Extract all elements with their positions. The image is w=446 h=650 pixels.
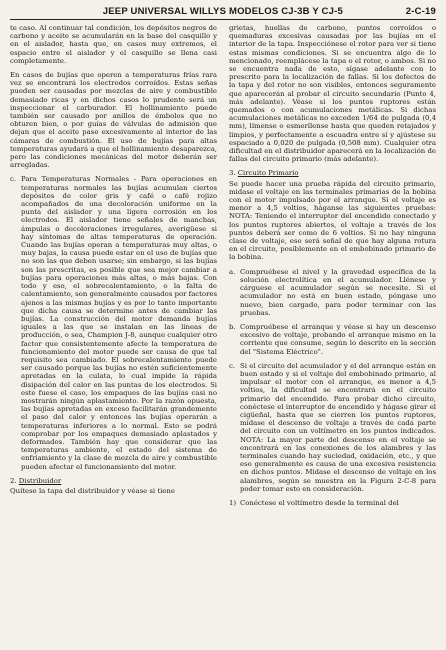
section-heading-circuito-primario xyxy=(229,169,436,177)
page-header xyxy=(10,6,436,20)
left-column xyxy=(10,24,217,513)
list-text: Si el circuito del acumulador y el del arranque están en buen estado y si el voltaje del embobinado primario, al impulsar el motor con el arranque, es menor a 4,5 voltios, la dificultad se encontrará en el circuito primario del encendido. Para probar dicho circuito, conéctese el interruptor de encendido y hágase girar el cigüeñal, hasta que se cierren los puntos ruptores, mídase el descenso de voltaje a través de cada parte del circuito con un voltímetro en los puntos indicados. NOTA: La mayor parte del descenso en el voltaje se encontrará en las conexiones de los alambres y las terminales cuando hay suciedad, oxidación, etc., y que eso generalmente es causa de una excesiva resistencia en dichos puntos. Mídase el descenso de voltaje en los alambres, según se muestra en la Figura 2-C-8 para poder tomar esto en consideración. xyxy=(240,361,436,493)
section-title: Circuito Primario xyxy=(237,169,299,178)
paragraph: te caso. Al continuar tal condición, los depósitos negros de carbono y aceite se acumularán en la base del casquillo y en el aislador, hasta que, en casos muy extremos, el espacio entre el aislador y el casquillo se llena casi completamente. xyxy=(10,24,217,65)
list-item-c xyxy=(10,175,217,470)
running-title: JEEP UNIVERSAL WILLYS MODELOS CJ-3B Y CJ-5 xyxy=(102,6,343,17)
right-column xyxy=(229,24,436,513)
list-label: c. xyxy=(229,361,236,370)
list-text: Compruébese el arranque y véase si hay un descenso excesivo de voltaje, probando el arranque mismo en la corriente que consume, según lo descrito en la sección del "Sistema Eléctrico". xyxy=(240,322,436,356)
list-item-a xyxy=(229,268,436,317)
list-label: a. xyxy=(229,267,236,276)
section-number: 3. xyxy=(229,169,236,178)
list-item-step-1 xyxy=(229,499,436,507)
list-item-b xyxy=(229,323,436,356)
two-column-body xyxy=(10,24,436,513)
list-text: Conéctese el voltímetro desde la terminal del xyxy=(240,498,399,507)
paragraph: Se puede hacer una prueba rápida del circuito primario, midase el voltaje en las terminales primarias de la bobina con el motor impulsado por el arranque. Si el voltaje es menor a 4,5 voltios, háganse las siguientes pruebas: NOTA: Teniendo el interruptor del encendido conectado y los puntos ruptores abiertos, el voltaje a través de los puntos deberá ser como de 6 voltios. Si no hay ninguna clase de voltaje, eso será señal de que hay alguna rotura en el circuito, posiblemente en el embobinado primario de la bobina. xyxy=(229,179,436,262)
list-item-c xyxy=(229,362,436,493)
section-title: Distribuidor xyxy=(18,476,62,485)
page-number: 2-C-19 xyxy=(405,6,436,17)
list-label: b. xyxy=(229,322,236,331)
list-text: Compruébese el nivel y la gravedad específica de la solución electrolítica en el acumulador. Llénese y cárguese el acumulador según se necesite. Si el acumulador no está en buen estado, póngase uno nuevo, bien cargado, para poder terminar con las pruebas. xyxy=(240,267,436,317)
list-text: Para Temperaturas Normales - Para operaciones en temperaturas normales las bujías acumulan ciertos depósitos de color gris y café o café rojizo acompañados de una decoloración uniforme en la punta del aislador y una ligera corrosión en los electrodos. El aislador tiene señales de manchas, ámpulas o decoloraciones irregulares, averigüese si hay síntomas de altas temperaturas de operación. Cuando las bujías operan a temperaturas muy altas, o muy bajas, la causa puede estar en el uso de bujías que no son las que deben usarse; sin embargo, si las bujías son las prescritas, es posible que sea mejor cambiar a bujías para operaciones más altas, o más bajas. Con todo y eso, el sobrecalentamiento, o la falta de calentamiento, son generalmente causados por factores ajenos a las mismas bujías y es por lo tanto importante que dicha causa se determine antes de cambiar las bujías. La construcción del motor demanda bujías iguales a las que se instalan en las líneas de producción, o sea, Champion J-8, aunque cualquier otro factor que consistentemente afecte la temperatura de funcionamiento del motor puede ser causa de que tal requisito sea cambiado. El sobrecalentamiento puede ser causado porque las bujías no estén suficientemente apretadas en la culata, lo cual impide la rápida disipación del calor en las puntas de los electrodos. Si este fuese el caso, los empaques de las bujías casi no mostrarán ningún aplastamiento. Por la razón opuesta, las bujías apretadas en exceso facilitarán grandemente el paso del calor y entonces las bujías operarán a temperaturas inferiores a lo normal. Esto se podrá comprobar por los empaques demasiado aplastados y deformados. También hay que considerar que las temperaturas ambiente, el estado del sistema de enfriamiento y la clase de mezcla de aire y combustible pueden afectar el funcionamiento del motor. xyxy=(21,175,217,471)
list-label: 1) xyxy=(229,498,237,507)
section-heading-distribuidor xyxy=(10,477,217,485)
list-label: c. xyxy=(10,175,17,184)
paragraph: En casos de bujías que operen a temperaturas frías rara vez se encontrará los electrodos corroídos. Estas señas pueden ser causadas por mezclas de aire y combustible demasiado ricas y en dichos casos lo prudente será un inspeccionar el carburador. El hollinamiento puede también ser causado por anillos de émbolos que no obturen bien, o por guías de válvulas de admisión que dejan que el aceite pase excesivamente al interior de las cámaras de combustión. El uso de bujías para altas temperaturas ayudará a que el hollinamiento desaparezca, pero las condiciones mecánicas del motor deberán ser arregladas. xyxy=(10,71,217,170)
paragraph: grietas, huellas de carbono, puntos corroídos o quemaduras excesivas causadas por las bujías en el interior de la tapa. Inspecciónese el rotor para ver si tiene estas mismas condiciones. Si se encuentra algo de lo mencionado, reemplácese la tapa o el rotor, o ambos. Si no se encuentra nada de esto, sígase adelante con lo prescrito para la localización de fallas. Si los defectos de la tapa y del rotor no son visibles, entonces seguramente que aparecerán al probar el circuito secundario (Punto 4, más adelante). Véase si los puntos ruptores están quemados o con acumulaciones metálicas. Si dichas acumulaciones metálicas no exceden 1/64 de pulgada (0,4 mm), límense o esmerílense hasta que queden retajados y limpios, y perfectamente a escuadra entre sí y ajústese su espaciado a 0,020 de pulgada (0,508 mm). Cualquier otra dificultad en el distribuidor aparecerá en la localización de fallas del circuito primario (más adelante). xyxy=(229,24,436,164)
section-number: 2. xyxy=(10,476,17,485)
paragraph: Quítese la tapa del distribuidor y véase si tiene xyxy=(10,486,175,495)
